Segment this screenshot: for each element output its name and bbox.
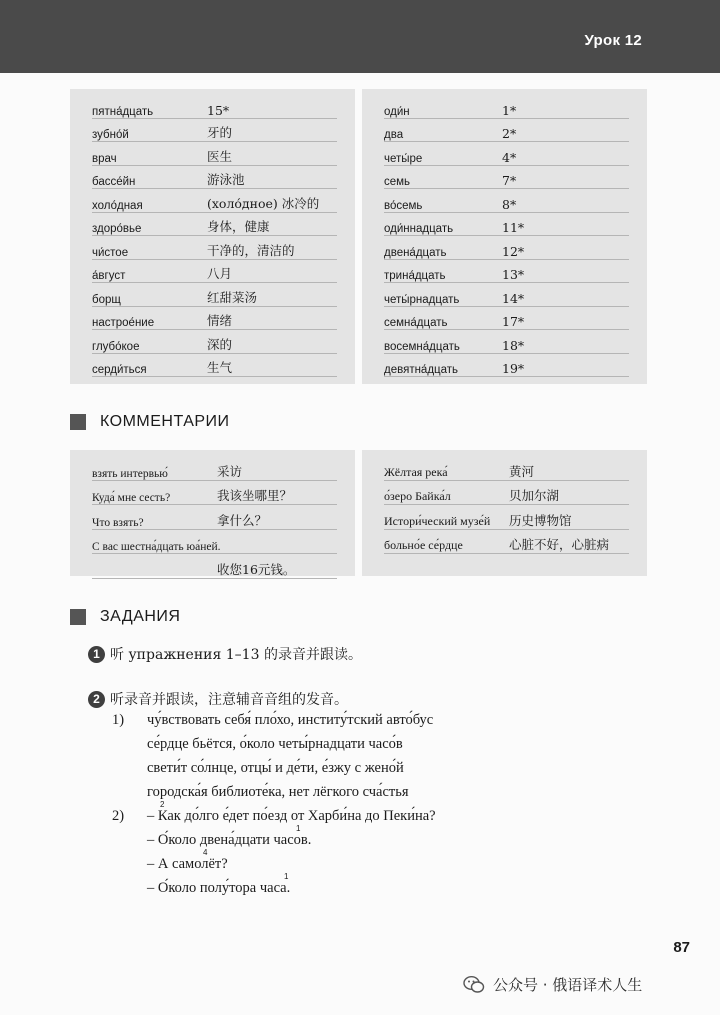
translation: 18*	[502, 337, 525, 353]
russian-term: взять интервью́	[92, 467, 168, 480]
watermark-text: 公众号 · 俄语译术人生	[493, 976, 643, 994]
table-row	[92, 142, 337, 166]
russian-term: семна́дцать	[384, 317, 448, 329]
exercise-1-label: 1)	[112, 712, 125, 728]
table-row	[92, 554, 337, 579]
table-row	[384, 119, 629, 143]
table-row	[384, 456, 629, 481]
translation: 采访	[217, 463, 243, 479]
russian-term: восемна́дцать	[384, 340, 460, 353]
exercise-1-line: городска́я библиоте́ка, нет лёгкого сча́стья	[147, 784, 409, 800]
russian-term: чи́стое	[92, 246, 129, 259]
translation: 4*	[502, 149, 517, 165]
table-row	[92, 330, 337, 354]
table-row	[384, 260, 629, 284]
translation: 生气	[207, 360, 233, 375]
translation: 拿什么？	[217, 512, 268, 528]
translation: 14*	[502, 290, 525, 306]
task-2-text: 听录音并跟读，注意辅音音组的发音。	[110, 692, 348, 708]
translation: 17*	[502, 314, 525, 329]
translation: 13*	[502, 267, 525, 282]
intonation-mark: 2	[160, 800, 165, 809]
translation: 情绪	[207, 313, 233, 328]
translation: 牙的	[207, 125, 233, 140]
table-row	[384, 236, 629, 260]
exercise-2-line: – О́коло полу́тора часа.	[147, 880, 291, 896]
translation: 医生	[207, 148, 233, 164]
wechat-icon	[463, 975, 485, 995]
russian-term: четы́рнадцать	[384, 293, 460, 306]
exercise-1-line: чу́вствовать себя́ пло́хо, институ́тский авто́бус	[147, 712, 434, 728]
translation: 我该坐哪里？	[217, 488, 293, 503]
translation: 红甜菜汤	[207, 289, 258, 305]
exercise-2-label: 2)	[112, 808, 125, 824]
intonation-mark: 4	[203, 848, 208, 857]
translation: 11*	[502, 220, 525, 235]
table-row	[384, 307, 629, 331]
exercise-2-line: – Как до́лго е́дет по́езд от Харби́на до Пеки́на?	[147, 808, 436, 824]
russian-term: больно́е се́рдце	[384, 538, 463, 552]
russian-term: холо́дная	[92, 199, 143, 212]
russian-term: настрое́ние	[92, 317, 155, 329]
comments-list-left	[92, 456, 337, 579]
table-row	[384, 354, 629, 378]
russian-term: борщ	[92, 293, 121, 306]
table-row	[384, 213, 629, 237]
intonation-mark: 1	[296, 824, 301, 833]
comments-title: КОММЕНТАРИИ	[100, 413, 230, 430]
russian-term: пятна́дцать	[92, 105, 154, 118]
tasks-title: ЗАДАНИЯ	[100, 608, 181, 625]
translation: (холо́дное) 冰冷的	[207, 195, 320, 211]
watermark	[463, 974, 642, 995]
comments-heading	[70, 413, 230, 431]
translation: 8*	[502, 196, 517, 212]
table-row	[92, 283, 337, 307]
russian-term: во́семь	[384, 199, 423, 212]
translation: 历史博物馆	[509, 512, 572, 528]
russian-term: оди́ннадцать	[384, 223, 454, 235]
exercise-1-line: свети́т со́лнце, отцы́ и де́ти, е́зжу с жено́й	[147, 760, 404, 776]
russian-term: зубно́й	[92, 129, 129, 141]
exercise-2-line: – А самолёт?	[147, 856, 228, 872]
task-2	[88, 689, 348, 709]
section-square-icon	[70, 609, 86, 625]
table-row	[384, 481, 629, 506]
vocab-panel-right	[362, 89, 647, 384]
russian-term: а́вгуст	[92, 270, 126, 282]
translation: 15*	[207, 102, 230, 118]
table-row	[92, 166, 337, 190]
exercise-1-line: се́рдце бьётся, о́коло четы́рнадцати часо́в	[147, 736, 403, 752]
translation: 八月	[207, 266, 233, 281]
task-1	[88, 644, 362, 664]
vocab-list-left	[92, 95, 337, 377]
russian-term: глубо́кое	[92, 340, 140, 353]
translation: 游泳池	[207, 172, 245, 187]
table-row	[92, 95, 337, 119]
russian-term: двена́дцать	[384, 246, 447, 259]
table-row	[384, 166, 629, 190]
table-row	[92, 481, 337, 506]
table-row	[92, 354, 337, 378]
vocab-panel-left	[70, 89, 355, 384]
task-1-text: 听 упражнения 1–13 的录音并跟读。	[110, 647, 362, 663]
page-number: 87	[673, 939, 690, 956]
table-row	[92, 260, 337, 284]
russian-term: врач	[92, 152, 117, 165]
table-row	[92, 456, 337, 481]
russian-term: оди́н	[384, 105, 410, 118]
tasks-heading	[70, 608, 180, 626]
russian-term: С вас шестна́дцать юа́ней.	[92, 541, 221, 553]
table-row	[384, 530, 629, 555]
russian-term: Жёлтая река́	[384, 464, 448, 479]
russian-term: четы́ре	[384, 152, 423, 165]
translation: 2*	[502, 126, 517, 141]
exercise-2-line: – О́коло двена́дцати часов.	[147, 832, 312, 848]
russian-term: серди́ться	[92, 364, 147, 376]
russian-term: о́зеро Байка́л	[384, 489, 451, 503]
translation: 贝加尔湖	[509, 488, 560, 503]
table-row	[92, 189, 337, 213]
russian-term: трина́дцать	[384, 270, 446, 282]
table-row	[92, 213, 337, 237]
table-row	[384, 283, 629, 307]
translation: 身体，健康	[207, 219, 270, 234]
table-row	[384, 505, 629, 530]
comments-list-right	[384, 456, 629, 554]
table-row	[384, 142, 629, 166]
comments-panel-right	[362, 450, 647, 576]
table-row	[92, 307, 337, 331]
translation: 干净的，清洁的	[207, 242, 295, 258]
table-row	[384, 95, 629, 119]
russian-term: Что взять?	[92, 516, 144, 529]
table-row	[384, 189, 629, 213]
russian-term: здоро́вье	[92, 223, 142, 235]
intonation-mark: 1	[284, 872, 289, 881]
translation: 黄河	[509, 463, 535, 479]
vocab-list-right	[384, 95, 629, 377]
header-bar	[0, 0, 720, 73]
translation: 7*	[502, 173, 517, 188]
translation: 12*	[502, 243, 525, 259]
table-row	[92, 236, 337, 260]
russian-term: девятна́дцать	[384, 364, 459, 376]
table-row	[92, 119, 337, 143]
translation: 收您16元钱。	[217, 561, 296, 577]
lesson-label: Урок 12	[584, 32, 642, 49]
russian-term: бассе́йн	[92, 176, 136, 188]
task-number-badge: 2	[88, 691, 105, 708]
table-row	[92, 530, 337, 555]
section-square-icon	[70, 414, 86, 430]
translation: 深的	[207, 336, 233, 352]
translation: 1*	[502, 102, 517, 118]
translation: 心脏不好，心脏病	[509, 537, 610, 552]
russian-term: Куда́ мне сесть?	[92, 492, 171, 504]
translation: 19*	[502, 361, 525, 376]
russian-term: семь	[384, 176, 411, 188]
russian-term: Истори́ческий музе́й	[384, 513, 491, 528]
table-row	[92, 505, 337, 530]
comments-panel-left	[70, 450, 355, 576]
task-number-badge: 1	[88, 646, 105, 663]
table-row	[384, 330, 629, 354]
russian-term: два	[384, 129, 404, 141]
